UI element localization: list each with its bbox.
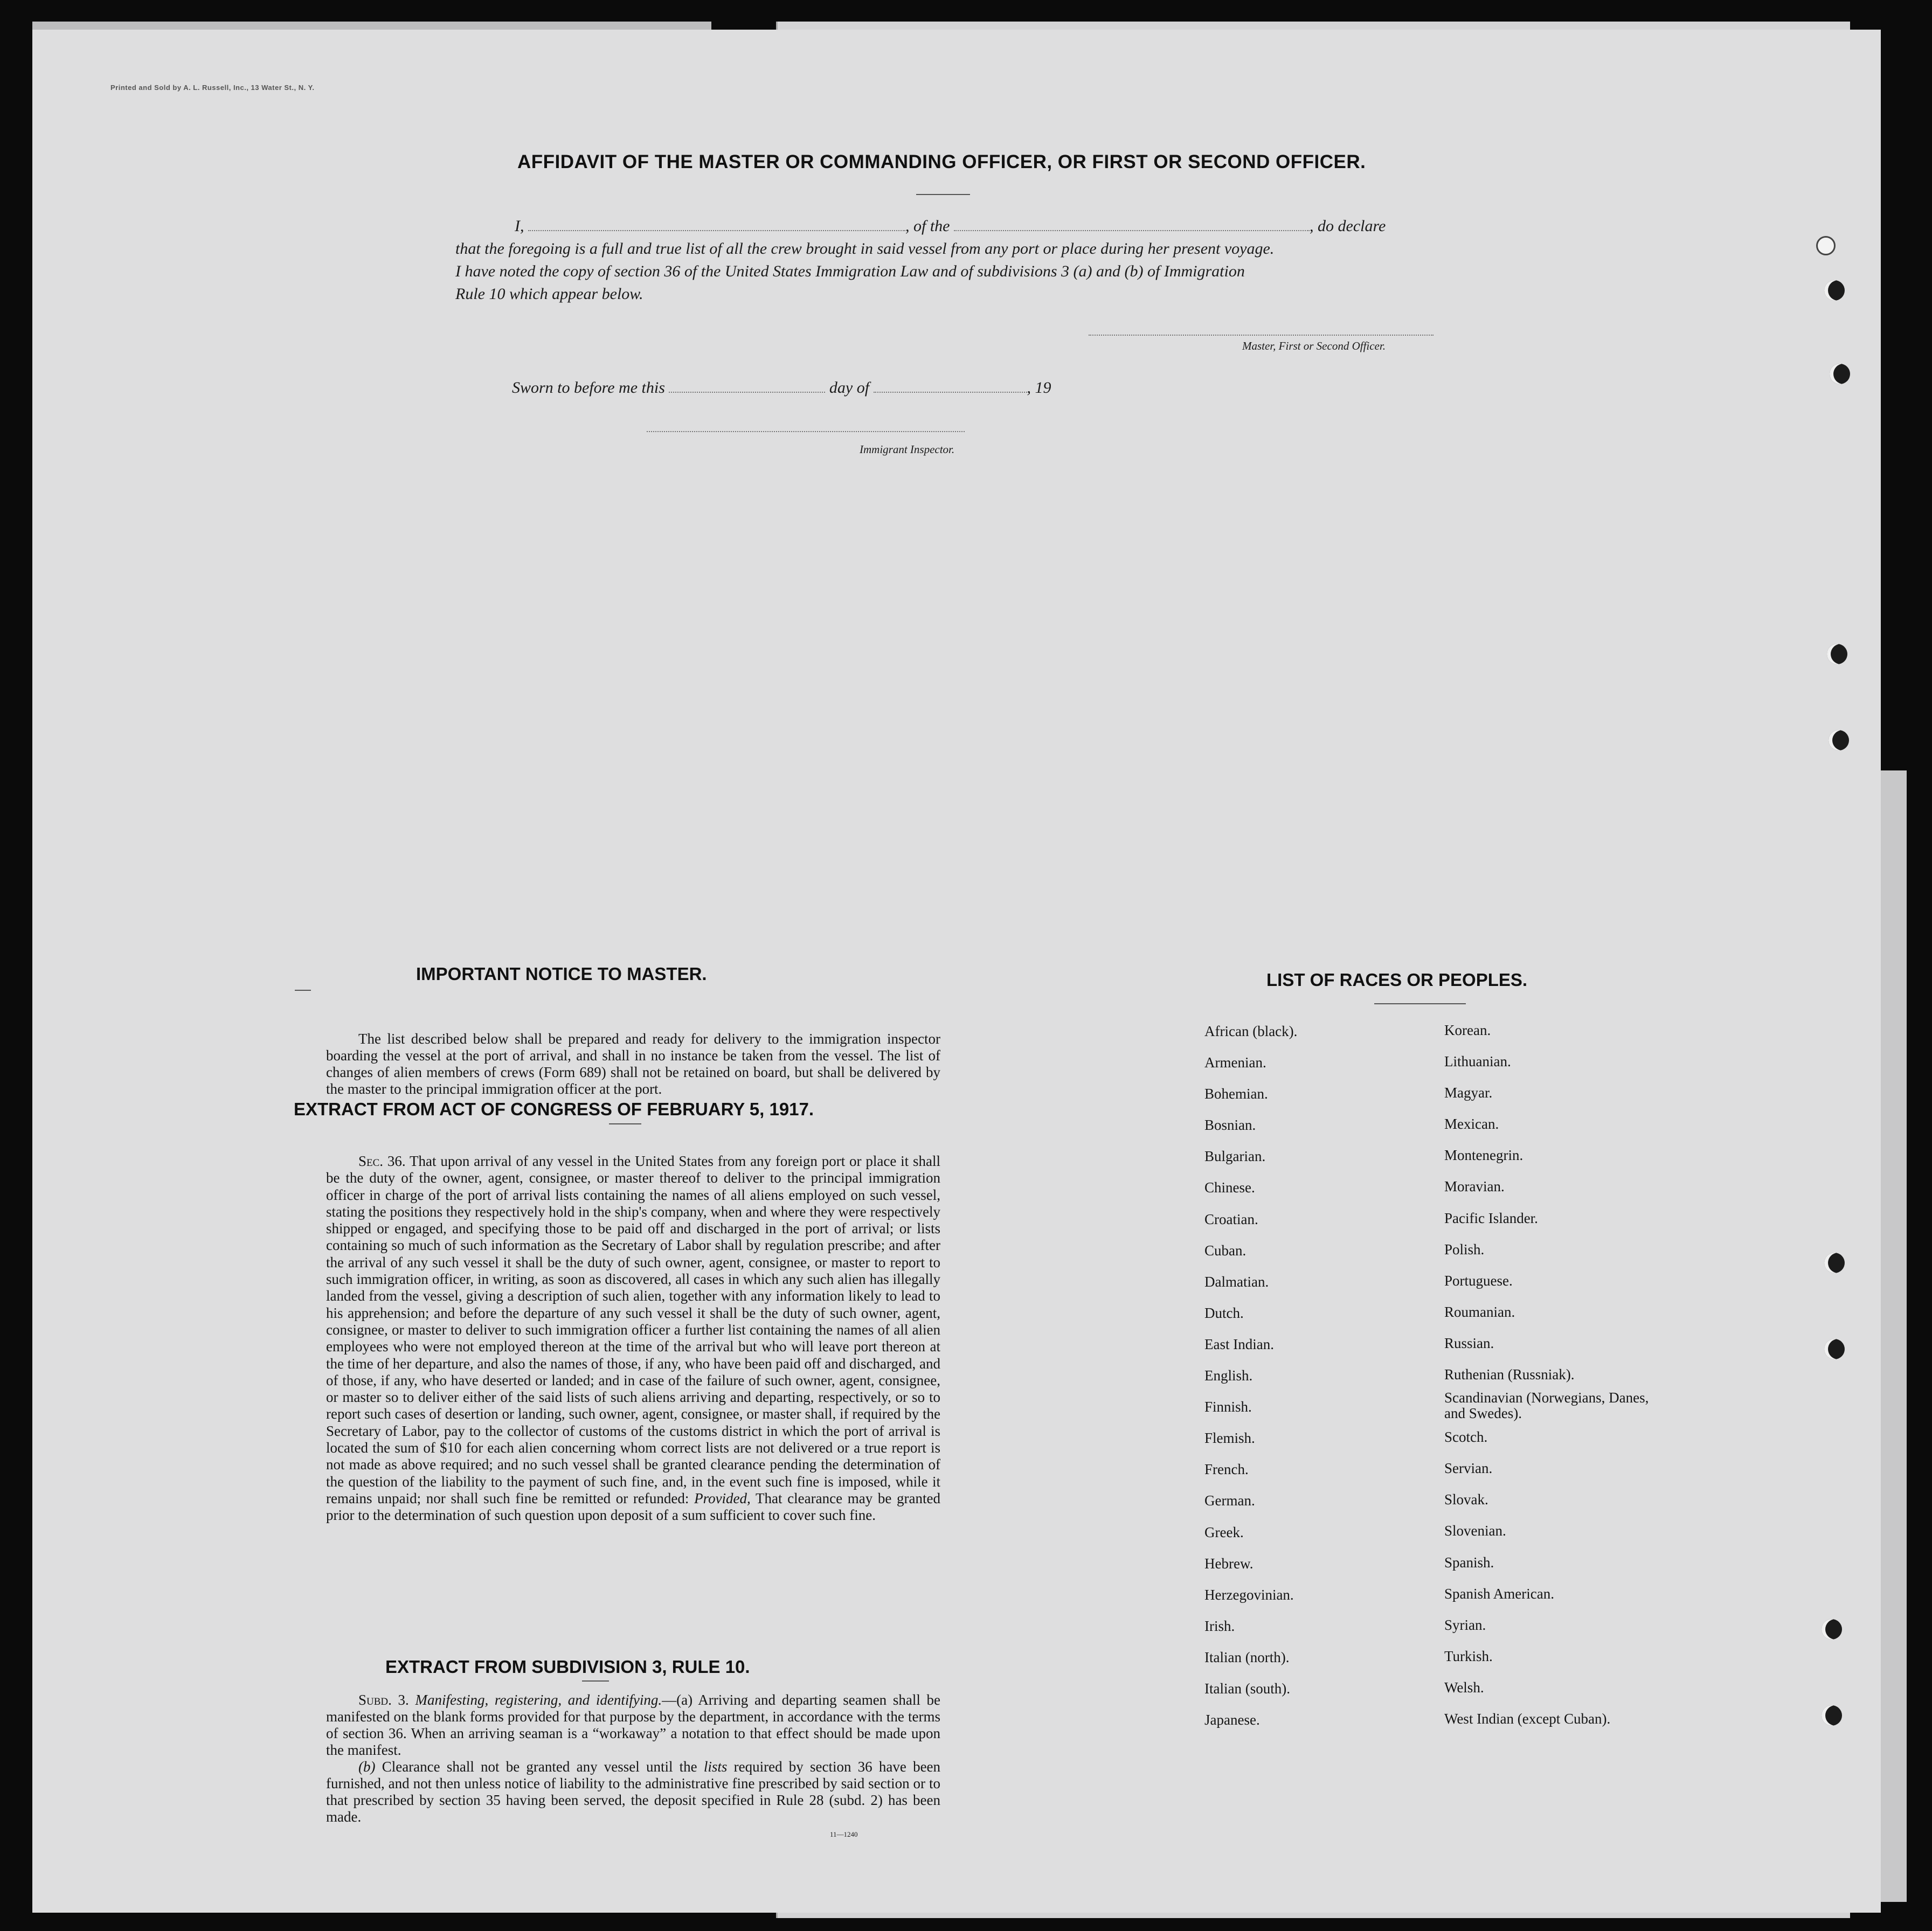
act-title: EXTRACT FROM ACT OF CONGRESS OF FEBRUARY 5, 1917. (294, 1099, 814, 1119)
act-body-end: That clearance may be granted prior to the determination of such question upon deposit of a sum sufficient to cover such fine. (326, 1490, 941, 1524)
races-right-column (1444, 1015, 1671, 1734)
race-item: Spanish American. (1444, 1585, 1554, 1602)
master-signature-label: Master, First or Second Officer. (1242, 339, 1386, 352)
vessel-blank[interactable] (954, 230, 1310, 231)
title-rule (916, 194, 970, 195)
month-blank[interactable] (874, 392, 1027, 393)
race-item: Welsh. (1444, 1679, 1484, 1696)
races-title: LIST OF RACES OR PEOPLES. (1266, 970, 1528, 990)
act-rule (609, 1123, 641, 1124)
name-blank[interactable] (528, 230, 905, 231)
para-b-text-1: Clearance shall not be granted any vessel until the (382, 1759, 697, 1775)
race-item: Hebrew. (1204, 1555, 1254, 1572)
race-item: Mexican. (1444, 1116, 1499, 1133)
race-item: Finnish. (1204, 1399, 1252, 1415)
race-item: English. (1204, 1367, 1253, 1384)
notice-rule (295, 990, 311, 991)
printer-imprint: Printed and Sold by A. L. Russell, Inc., 13 Water St., N. Y. (110, 84, 315, 92)
page-edge (1881, 770, 1907, 1902)
of-the-text: , of the (905, 217, 950, 235)
race-item: Turkish. (1444, 1648, 1493, 1664)
sworn-text: Sworn to before me this (512, 379, 665, 397)
race-item: Roumanian. (1444, 1303, 1515, 1320)
race-item: Italian (north). (1204, 1649, 1290, 1665)
do-declare-text: , do declare (1310, 217, 1386, 235)
race-item: African (black). (1204, 1023, 1298, 1039)
race-item: German. (1204, 1492, 1255, 1509)
race-item: Slovak. (1444, 1491, 1488, 1508)
race-item: Croatian. (1204, 1211, 1258, 1227)
day-of-text: day of (829, 379, 870, 397)
rule-text (326, 1692, 940, 1825)
affidavit-line1 (515, 217, 1386, 235)
races-rule (1374, 1003, 1466, 1004)
affidavit-line4: Rule 10 which appear below. (455, 285, 643, 303)
para-b-text-2: required by section 36 have been furnished, and not then unless notice of liability to the administrative fine prescribed by said section or to that prescribed by section 35 having been served, the deposit specified in Rule 28 (subd. 2) has been made. (326, 1759, 941, 1825)
race-item: Polish. (1444, 1241, 1485, 1258)
affidavit-title: AFFIDAVIT OF THE MASTER OR COMMANDING OFFICER, OR FIRST OR SECOND OFFICER. (517, 151, 1366, 172)
act-text (326, 1153, 940, 1524)
race-item: Ruthenian (Russniak). (1444, 1366, 1575, 1383)
race-item: Moravian. (1444, 1178, 1505, 1195)
race-item: Bohemian. (1204, 1086, 1268, 1102)
punch-hole (1822, 1705, 1842, 1726)
race-item: Lithuanian. (1444, 1053, 1511, 1070)
race-item: Greek. (1204, 1524, 1244, 1540)
race-item: Bulgarian. (1204, 1148, 1266, 1165)
race-item: Armenian. (1204, 1054, 1266, 1071)
punch-hole (1827, 644, 1847, 664)
provided-label: Provided, (694, 1490, 751, 1506)
affidavit-line2: that the foregoing is a full and true list of all the crew brought in said vessel from any port or place during her present voyage. (455, 240, 1275, 258)
sec-label: Sec. 36. (358, 1153, 406, 1169)
race-item: Montenegrin. (1444, 1147, 1524, 1164)
race-item: Dalmatian. (1204, 1273, 1269, 1290)
subd-label: Subd. 3. (358, 1692, 409, 1708)
rule-para-b (326, 1759, 940, 1825)
subd-heading: Manifesting, registering, and identifying. (415, 1692, 662, 1708)
punch-hole (1824, 1253, 1845, 1273)
race-item: Scandinavian (Norwegians, Danes, and Swedes). (1444, 1390, 1649, 1422)
race-item: Cuban. (1204, 1242, 1247, 1259)
rule-para-a (326, 1692, 940, 1759)
race-item: Syrian. (1444, 1616, 1486, 1633)
race-item: Spanish. (1444, 1554, 1494, 1571)
punch-hole (1829, 730, 1849, 751)
notice-title: IMPORTANT NOTICE TO MASTER. (416, 964, 707, 984)
notice-text: The list described below shall be prepared and ready for delivery to the immigration inspector boarding the vessel at the port of arrival, and shall in no instance be taken from the vessel. The list of changes of alien members of crews (Form 689) shall not be retained on board, but shall be delivered by the master to the principal immigration officer at the port. (326, 1031, 940, 1097)
form-number: 11—1240 (830, 1830, 858, 1838)
punch-hole (1816, 236, 1836, 255)
race-item: West Indian (except Cuban). (1444, 1710, 1611, 1727)
punch-hole (1822, 1619, 1842, 1640)
para-b-label: (b) (358, 1759, 376, 1775)
rule-rule (582, 1680, 609, 1682)
para-a-text: —(a) Arriving and departing seamen shall be manifested on the blank forms provided for that purpose by the department, in accordance with the terms of section 36. When an arriving seaman is a “workaway” a notation to that effect should be made upon the manifest. (326, 1692, 940, 1758)
inspector-label: Immigrant Inspector. (860, 443, 955, 456)
race-item: Chinese. (1204, 1179, 1255, 1196)
affidavit-i: I, (515, 217, 524, 235)
master-signature-blank[interactable] (1089, 335, 1434, 336)
rule-title: EXTRACT FROM SUBDIVISION 3, RULE 10. (385, 1657, 750, 1677)
race-item: Portuguese. (1444, 1272, 1513, 1289)
inspector-signature-blank[interactable] (647, 431, 965, 432)
race-item: Servian. (1444, 1460, 1493, 1477)
races-left-column (1204, 1016, 1297, 1735)
race-item: Japanese. (1204, 1712, 1260, 1728)
race-item: Bosnian. (1204, 1117, 1256, 1134)
affidavit-line3: I have noted the copy of section 36 of the United States Immigration Law and of subdivisions 3 (a) and (b) of Immigration (455, 262, 1245, 280)
race-item: Scotch. (1444, 1429, 1488, 1446)
punch-hole (1830, 364, 1850, 384)
act-body: That upon arrival of any vessel in the United States from any foreign port or place it shall be the duty of the owner, agent, consignee, or master thereof to deliver to the principal immigration officer in charge of the port of arrival lists containing the names of all aliens employed on such vessel, stating the positions they respectively hold in the ship's company, when and where they were respectively shipped or engaged, and specifying those to be paid off and discharged in the port of arrival; or lists containing so much of such information as the Secretary of Labor shall by regulation prescribe; and after the arrival of any such vessel it shall be the duty of such owner, agent, consignee, or master to report to such immigration officer, in writing, as soon as discovered, all cases in which any such alien has illegally landed from the vessel, giving a description of such alien, together with any information likely to lead to his apprehension; and before the departure of any such vessel it shall be the duty of such owner, agent, consignee, or master to deliver to such immigration officer a further list containing the names of all alien employees who were not employed thereon at the time of the arrival but who will leave port thereon at the time of her departure, and also the names of those, if any, who have been paid off and discharged, and of those, if any, who have deserted or landed; and in case of the failure of such owner, agent, consignee, or master so to deliver either of the said lists of such aliens arriving and departing, respectively, or so to report such cases of desertion or landing, such owner, agent, consignee, or master shall, if required by the Secretary of Labor, pay to the collector of customs of the customs district in which the port of arrival is located the sum of $10 for each alien concerning whom correct lists are not delivered or a true report is not made as above required; and no such vessel shall be granted clearance pending the determination of the question of the liability to the payment of such fine, and, in the event such fine is imposed, while it remains unpaid; nor shall such fine be remitted or refunded: (326, 1153, 940, 1506)
race-item: East Indian. (1204, 1336, 1274, 1352)
race-item: Korean. (1444, 1022, 1491, 1038)
race-item: Russian. (1444, 1335, 1494, 1351)
race-item: Dutch. (1204, 1304, 1244, 1321)
year-prefix: , 19 (1027, 379, 1051, 397)
sworn-line (512, 379, 1051, 397)
race-item: Pacific Islander. (1444, 1210, 1538, 1226)
punch-hole (1824, 1339, 1845, 1359)
race-item: Irish. (1204, 1617, 1235, 1634)
day-blank[interactable] (669, 392, 825, 393)
race-item: Herzegovinian. (1204, 1586, 1294, 1603)
race-item: Magyar. (1444, 1085, 1493, 1101)
race-item: French. (1204, 1461, 1249, 1478)
form-page (32, 30, 1881, 1913)
race-item: Italian (south). (1204, 1680, 1290, 1697)
punch-hole (1824, 280, 1845, 301)
lists-word: lists (703, 1759, 728, 1775)
race-item: Slovenian. (1444, 1523, 1506, 1539)
race-item: Flemish. (1204, 1430, 1255, 1447)
